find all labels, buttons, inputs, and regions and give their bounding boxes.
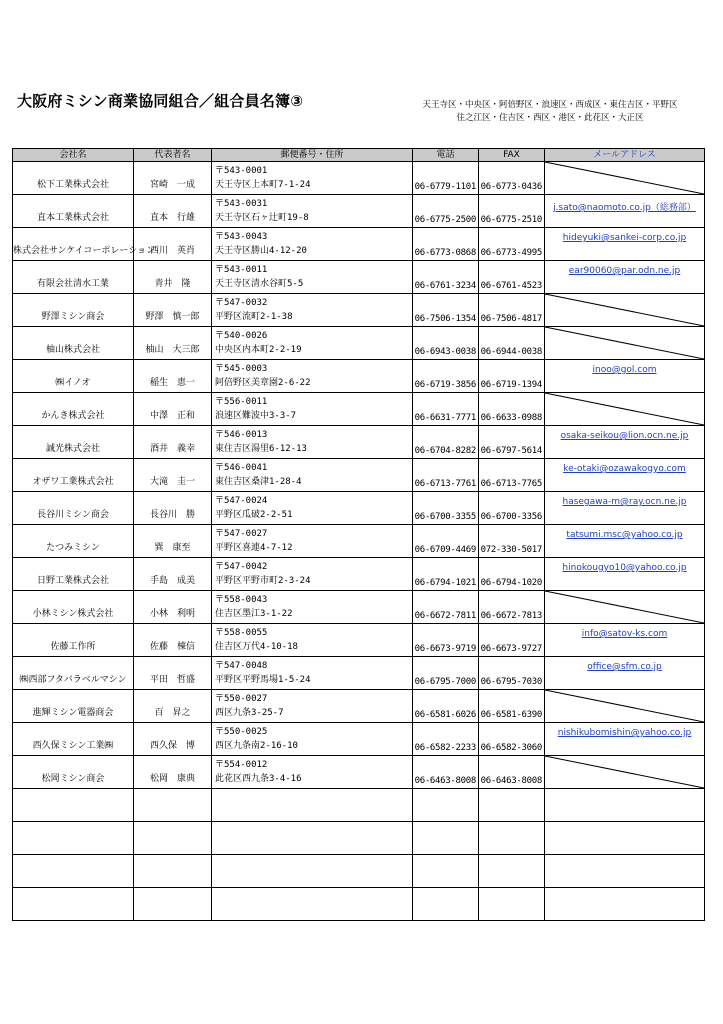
email-address-cell: [545, 525, 705, 558]
table-row: [13, 624, 705, 657]
email-address-cell: [545, 657, 705, 690]
postal-address: [212, 426, 413, 459]
table-row: [13, 492, 705, 525]
blank-cell: [545, 855, 705, 888]
fax-number: 06-6582-3060: [479, 723, 545, 756]
blank-cell: [479, 822, 545, 855]
company-name: 進輝ミシン電器商会: [13, 690, 134, 723]
postal-address: [212, 756, 413, 789]
fax-number: 06-6672-7813: [479, 591, 545, 624]
company-name: ㈱西部フタバラベルマシン: [13, 657, 134, 690]
telephone-number: 06-6700-3355: [413, 492, 479, 525]
blank-cell: [545, 789, 705, 822]
street-address: 平野区平野市町2-3-24: [215, 576, 311, 586]
table-row: [13, 591, 705, 624]
table-row: [13, 294, 705, 327]
fax-number: 06-6463-8008: [479, 756, 545, 789]
table-row: [13, 426, 705, 459]
email-link[interactable]: j.sato@naomoto.co.jp（総務部）: [553, 203, 696, 213]
blank-cell: [13, 789, 134, 822]
fax-number: 06-6719-1394: [479, 360, 545, 393]
empty-email-cell: [545, 690, 705, 723]
representative-name: 野澤 慎一郎: [134, 294, 212, 327]
telephone-number: 06-6673-9719: [413, 624, 479, 657]
representative-name: 稲生 恵一: [134, 360, 212, 393]
blank-cell: [13, 822, 134, 855]
representative-name: 百 昇之: [134, 690, 212, 723]
company-name: 株式会社サンケイコーポレーション: [13, 228, 134, 261]
telephone-number: 06-6631-7771: [413, 393, 479, 426]
street-address: 住吉区墨江3-1-22: [215, 609, 293, 619]
blank-row: [13, 855, 705, 888]
blank-row: [13, 789, 705, 822]
table-row: [13, 327, 705, 360]
email-address-cell: [545, 723, 705, 756]
postal-code: 〒546-0013: [215, 430, 268, 440]
street-address: 平野区瓜破2-2-51: [215, 510, 293, 520]
fax-number: 06-6581-6390: [479, 690, 545, 723]
diagonal-slash-line: [545, 690, 704, 722]
blank-cell: [413, 822, 479, 855]
empty-email-cell: [545, 393, 705, 426]
street-address: 中央区内本町2-2-19: [215, 345, 302, 355]
representative-name: 巽 康至: [134, 525, 212, 558]
email-address-cell: [545, 492, 705, 525]
postal-code: 〒547-0024: [215, 496, 268, 506]
street-address: 東住吉区湯里6-12-13: [215, 444, 307, 454]
table-row: [13, 228, 705, 261]
fax-number: 06-6795-7030: [479, 657, 545, 690]
empty-email-cell: [545, 756, 705, 789]
company-name: 野澤ミシン商会: [13, 294, 134, 327]
postal-code: 〒556-0011: [215, 397, 268, 407]
email-link[interactable]: osaka-seikou@lion.ocn.ne.jp: [560, 431, 689, 441]
blank-cell: [13, 888, 134, 921]
region-note: [400, 99, 700, 125]
region-note-line-2: 住之江区・住吉区・西区・港区・此花区・大正区: [456, 113, 644, 123]
blank-row: [13, 822, 705, 855]
postal-address: [212, 591, 413, 624]
table-header-row: [13, 149, 705, 162]
blank-row: [13, 888, 705, 921]
blank-cell: [134, 822, 212, 855]
blank-cell: [134, 855, 212, 888]
street-address: 平野区喜連4-7-12: [215, 543, 293, 553]
representative-name: 酒井 義幸: [134, 426, 212, 459]
fax-number: 06-6944-0038: [479, 327, 545, 360]
header-representative: 代表者名: [134, 149, 212, 162]
diagonal-slash-line: [545, 327, 704, 359]
telephone-number: 06-6704-8282: [413, 426, 479, 459]
table-row: [13, 525, 705, 558]
email-link[interactable]: hasegawa-m@ray.ocn.ne.jp: [562, 497, 687, 507]
email-address-cell: [545, 360, 705, 393]
street-address: 西区九条3-25-7: [215, 708, 284, 718]
postal-address: [212, 558, 413, 591]
email-link[interactable]: tatsumi.msc@yahoo.co.jp: [566, 530, 683, 540]
street-address: 西区九条南2-16-10: [215, 741, 298, 751]
telephone-number: 06-6775-2500: [413, 195, 479, 228]
fax-number: 06-6673-9727: [479, 624, 545, 657]
street-address: 天王寺区勝山4-12-20: [215, 246, 307, 256]
telephone-number: 06-6943-0038: [413, 327, 479, 360]
empty-email-cell: [545, 294, 705, 327]
telephone-number: 06-6794-1021: [413, 558, 479, 591]
email-address-cell: [545, 558, 705, 591]
table-row: [13, 393, 705, 426]
postal-code: 〒547-0042: [215, 562, 268, 572]
company-name: 西久保ミシン工業㈱: [13, 723, 134, 756]
postal-address: [212, 261, 413, 294]
diagonal-slash-line: [545, 591, 704, 623]
telephone-number: 06-6719-3856: [413, 360, 479, 393]
blank-cell: [479, 789, 545, 822]
blank-cell: [212, 789, 413, 822]
blank-cell: [545, 822, 705, 855]
postal-address: [212, 393, 413, 426]
blank-cell: [545, 888, 705, 921]
representative-name: 手島 成美: [134, 558, 212, 591]
representative-name: 直本 行雄: [134, 195, 212, 228]
telephone-number: 06-6713-7761: [413, 459, 479, 492]
company-name: ㈱イノオ: [13, 360, 134, 393]
representative-name: 佐藤 棟信: [134, 624, 212, 657]
blank-cell: [13, 855, 134, 888]
blank-cell: [134, 888, 212, 921]
street-address: 天王寺区上本町7-1-24: [215, 180, 311, 190]
representative-name: 平田 哲盛: [134, 657, 212, 690]
postal-code: 〒558-0055: [215, 628, 268, 638]
header-address: 郵便番号・住所: [212, 149, 413, 162]
company-name: 有限会社清水工業: [13, 261, 134, 294]
blank-cell: [413, 789, 479, 822]
postal-address: [212, 657, 413, 690]
postal-code: 〒554-0012: [215, 760, 268, 770]
header-email: メールアドレス: [545, 149, 705, 162]
table-row: [13, 723, 705, 756]
table-row: [13, 657, 705, 690]
fax-number: 06-6633-0988: [479, 393, 545, 426]
postal-address: [212, 162, 413, 195]
representative-name: 西川 英肖: [134, 228, 212, 261]
postal-address: [212, 360, 413, 393]
empty-email-cell: [545, 162, 705, 195]
fax-number: 06-6794-1020: [479, 558, 545, 591]
street-address: 東住吉区桑津1-28-4: [215, 477, 302, 487]
telephone-number: 06-6709-4469: [413, 525, 479, 558]
fax-number: 06-6775-2510: [479, 195, 545, 228]
telephone-number: 06-6582-2233: [413, 723, 479, 756]
street-address: 平野区平野馬場1-5-24: [215, 675, 311, 685]
street-address: 住吉区万代4-10-18: [215, 642, 298, 652]
blank-cell: [413, 855, 479, 888]
email-address-cell: [545, 195, 705, 228]
postal-code: 〒546-0041: [215, 463, 268, 473]
blank-cell: [479, 855, 545, 888]
telephone-number: 06-6581-6026: [413, 690, 479, 723]
table-row: [13, 459, 705, 492]
street-address: 浪速区難波中3-3-7: [215, 411, 297, 421]
company-name: 佐藤工作所: [13, 624, 134, 657]
company-name: 松岡ミシン商会: [13, 756, 134, 789]
postal-code: 〒543-0031: [215, 199, 268, 209]
representative-name: 青井 隆: [134, 261, 212, 294]
telephone-number: 06-6795-7000: [413, 657, 479, 690]
postal-address: [212, 459, 413, 492]
postal-code: 〒547-0027: [215, 529, 268, 539]
postal-address: [212, 525, 413, 558]
header-tel: 電話: [413, 149, 479, 162]
table-body: [13, 162, 705, 921]
postal-code: 〒545-0003: [215, 364, 268, 374]
postal-code: 〒543-0011: [215, 265, 268, 275]
table-row: [13, 195, 705, 228]
postal-address: [212, 327, 413, 360]
email-address-cell: [545, 624, 705, 657]
header-company: 会社名: [13, 149, 134, 162]
representative-name: 中澤 正和: [134, 393, 212, 426]
email-address-cell: [545, 426, 705, 459]
table-row: [13, 756, 705, 789]
table-row: [13, 360, 705, 393]
company-name: 小林ミシン株式会社: [13, 591, 134, 624]
fax-number: 06-6713-7765: [479, 459, 545, 492]
diagonal-slash-line: [545, 294, 704, 326]
postal-code: 〒543-0001: [215, 166, 268, 176]
fax-number: 06-7506-4817: [479, 294, 545, 327]
fax-number: 06-6700-3356: [479, 492, 545, 525]
postal-code: 〒540-0026: [215, 331, 268, 341]
email-link[interactable]: hinokougyo10@yahoo.co.jp: [562, 563, 687, 573]
blank-cell: [212, 888, 413, 921]
postal-code: 〒543-0043: [215, 232, 268, 242]
company-name: 柚山株式会社: [13, 327, 134, 360]
diagonal-slash-line: [545, 162, 704, 194]
blank-cell: [479, 888, 545, 921]
representative-name: 柚山 大三郎: [134, 327, 212, 360]
street-address: 天王寺区石ヶ辻町19-8: [215, 213, 309, 223]
street-address: 此花区西九条3-4-16: [215, 774, 302, 784]
blank-cell: [212, 822, 413, 855]
blank-cell: [413, 888, 479, 921]
blank-cell: [134, 789, 212, 822]
fax-number: 06-6797-5614: [479, 426, 545, 459]
header-fax: FAX: [479, 149, 545, 162]
diagonal-slash-line: [545, 756, 704, 788]
fax-number: 06-6761-4523: [479, 261, 545, 294]
empty-email-cell: [545, 591, 705, 624]
email-link[interactable]: hideyuki@sankei-corp.co.jp: [562, 233, 687, 243]
table-row: [13, 162, 705, 195]
company-name: 直本工業株式会社: [13, 195, 134, 228]
email-address-cell: [545, 261, 705, 294]
postal-address: [212, 294, 413, 327]
document-title: 大阪府ミシン商業協同組合／組合員名簿③: [17, 92, 304, 110]
postal-code: 〒558-0043: [215, 595, 268, 605]
email-address-cell: [545, 459, 705, 492]
fax-number: 06-6773-0436: [479, 162, 545, 195]
company-name: 長谷川ミシン商会: [13, 492, 134, 525]
email-link[interactable]: inoo@gol.com: [592, 365, 657, 375]
member-table: [12, 148, 705, 921]
email-address-cell: [545, 228, 705, 261]
table-row: [13, 261, 705, 294]
representative-name: 小林 利明: [134, 591, 212, 624]
email-link[interactable]: ear90060@par.odn.ne.jp: [568, 266, 681, 276]
region-note-line-1: 天王寺区・中央区・阿倍野区・浪速区・西成区・東住吉区・平野区: [422, 100, 678, 110]
company-name: かんき株式会社: [13, 393, 134, 426]
company-name: 日野工業株式会社: [13, 558, 134, 591]
telephone-number: 06-6773-0868: [413, 228, 479, 261]
postal-address: [212, 723, 413, 756]
telephone-number: 06-7506-1354: [413, 294, 479, 327]
telephone-number: 06-6463-8008: [413, 756, 479, 789]
company-name: オザワ工業株式会社: [13, 459, 134, 492]
email-link[interactable]: office@sfm.co.jp: [587, 662, 662, 672]
street-address: 天王寺区清水谷町5-5: [215, 279, 304, 289]
postal-address: [212, 690, 413, 723]
table-row: [13, 558, 705, 591]
street-address: 阿倍野区美章園2-6-22: [215, 378, 311, 388]
postal-code: 〒547-0032: [215, 298, 268, 308]
diagonal-slash-line: [545, 393, 704, 425]
postal-address: [212, 195, 413, 228]
postal-address: [212, 624, 413, 657]
email-link[interactable]: ke-otaki@ozawakogyo.com: [563, 464, 686, 474]
telephone-number: 06-6779-1101: [413, 162, 479, 195]
representative-name: 長谷川 勝: [134, 492, 212, 525]
company-name: 松下工業株式会社: [13, 162, 134, 195]
fax-number: 06-6773-4995: [479, 228, 545, 261]
blank-cell: [212, 855, 413, 888]
postal-code: 〒547-0048: [215, 661, 268, 671]
company-name: たつみミシン: [13, 525, 134, 558]
postal-address: [212, 228, 413, 261]
email-link[interactable]: info@satov-ks.com: [581, 629, 668, 639]
telephone-number: 06-6672-7811: [413, 591, 479, 624]
table-row: [13, 690, 705, 723]
postal-code: 〒550-0027: [215, 694, 268, 704]
email-link[interactable]: nishikubomishin@yahoo.co.jp: [557, 728, 692, 738]
fax-number: 072-330-5017: [479, 525, 545, 558]
company-name: 誠光株式会社: [13, 426, 134, 459]
representative-name: 大滝 圭一: [134, 459, 212, 492]
representative-name: 松岡 康典: [134, 756, 212, 789]
postal-address: [212, 492, 413, 525]
postal-code: 〒550-0025: [215, 727, 268, 737]
telephone-number: 06-6761-3234: [413, 261, 479, 294]
street-address: 平野区流町2-1-38: [215, 312, 293, 322]
representative-name: 宮崎 一成: [134, 162, 212, 195]
empty-email-cell: [545, 327, 705, 360]
representative-name: 西久保 博: [134, 723, 212, 756]
